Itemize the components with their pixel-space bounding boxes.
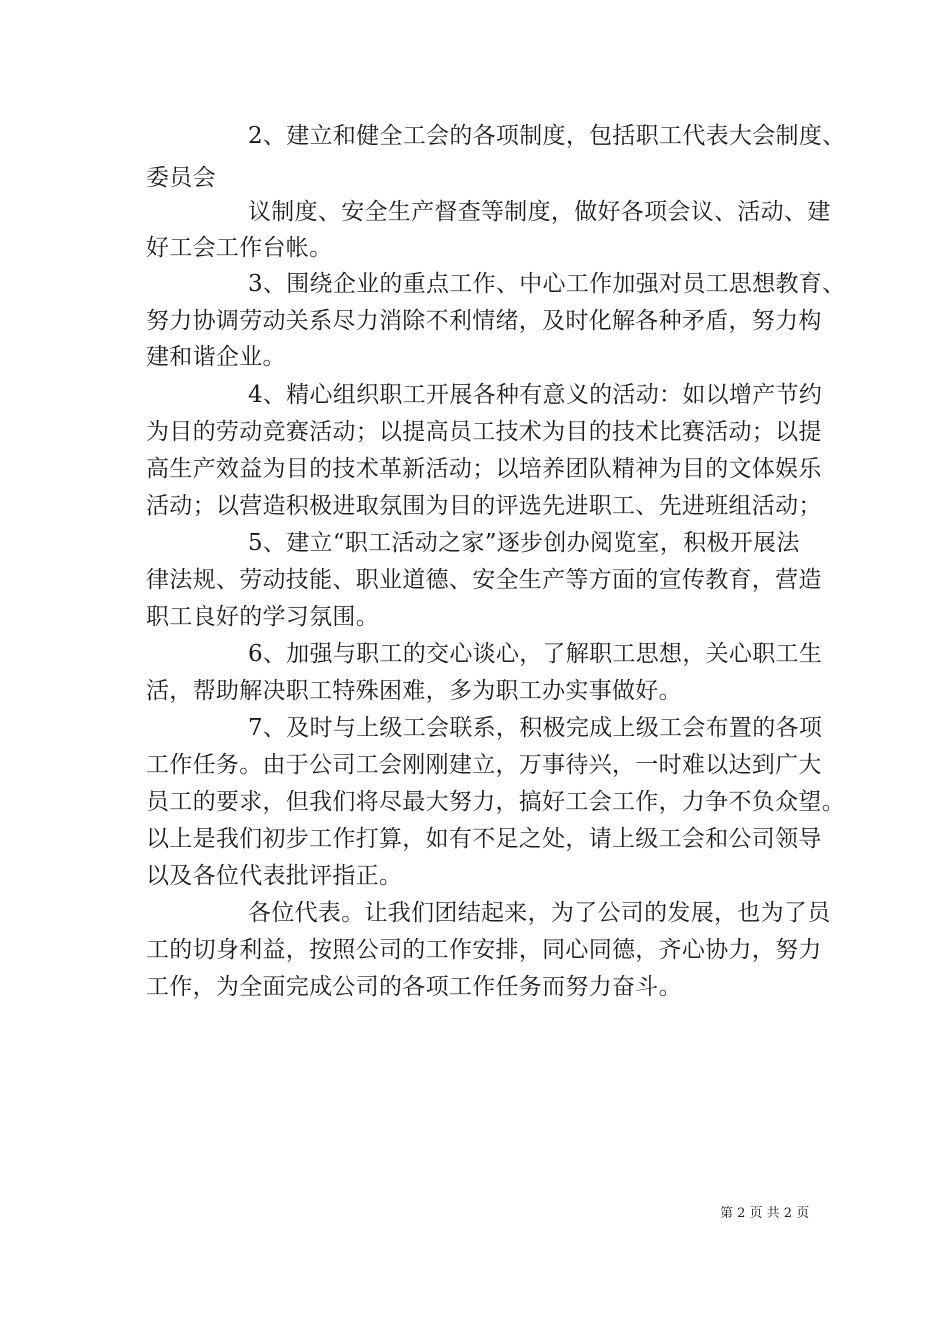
text-line: 以上是我们初步工作打算，如有不足之处，请上级工会和公司领导	[146, 826, 822, 852]
text-line: 3、围绕企业的重点工作、中心工作加强对员工思想教育、	[248, 271, 846, 297]
text-line: 各位代表。让我们团结起来，为了公司的发展，也为了员	[248, 900, 831, 926]
text-line: 努力协调劳动关系尽力消除不利情绪，及时化解各种矛盾，努力构	[146, 308, 822, 334]
text-line: 2、建立和健全工会的各项制度，包括职工代表大会制度、	[248, 123, 846, 149]
text-line: 好工会工作台帐。	[146, 235, 333, 261]
text-line: 5、建立“职工活动之家”逐步创办阅览室，积极开展法	[248, 530, 800, 556]
text-line: 活动；以营造积极进取氛围为目的评选先进职工、先进班组活动；	[146, 493, 822, 519]
text-line: 工的切身利益，按照公司的工作安排，同心同德，齐心协力，努力	[146, 937, 822, 963]
text-line: 高生产效益为目的技术革新活动；以培养团队精神为目的文体娱乐	[146, 456, 822, 482]
text-line: 职工良好的学习氛围。	[146, 604, 379, 630]
text-line: 以及各位代表批评指正。	[146, 863, 403, 889]
text-line: 委员会	[146, 165, 216, 191]
text-line: 员工的要求，但我们将尽最大努力，搞好工会工作，力争不负众望。	[146, 789, 845, 815]
text-line: 6、加强与职工的交心谈心，了解职工思想，关心职工生	[248, 641, 823, 667]
text-line: 建和谐企业。	[146, 344, 286, 370]
text-line: 为目的劳动竞赛活动；以提高员工技术为目的技术比赛活动；以提	[146, 419, 822, 445]
text-line: 工作，为全面完成公司的各项工作任务而努力奋斗。	[146, 974, 682, 1000]
text-line: 工作任务。由于公司工会刚刚建立，万事待兴，一时难以达到广大	[146, 752, 822, 778]
text-line: 7、及时与上级工会联系，积极完成上级工会布置的各项	[248, 715, 823, 741]
text-line: 议制度、安全生产督查等制度，做好各项会议、活动、建	[248, 199, 831, 225]
text-line: 4、精心组织职工开展各种有意义的活动：如以增产节约	[248, 382, 823, 408]
page-number: 第 2 页 共 2 页	[720, 1206, 810, 1221]
text-line: 活，帮助解决职工特殊困难，多为职工办实事做好。	[146, 678, 682, 704]
text-line: 律法规、劳动技能、职业道德、安全生产等方面的宣传教育，营造	[146, 567, 822, 593]
